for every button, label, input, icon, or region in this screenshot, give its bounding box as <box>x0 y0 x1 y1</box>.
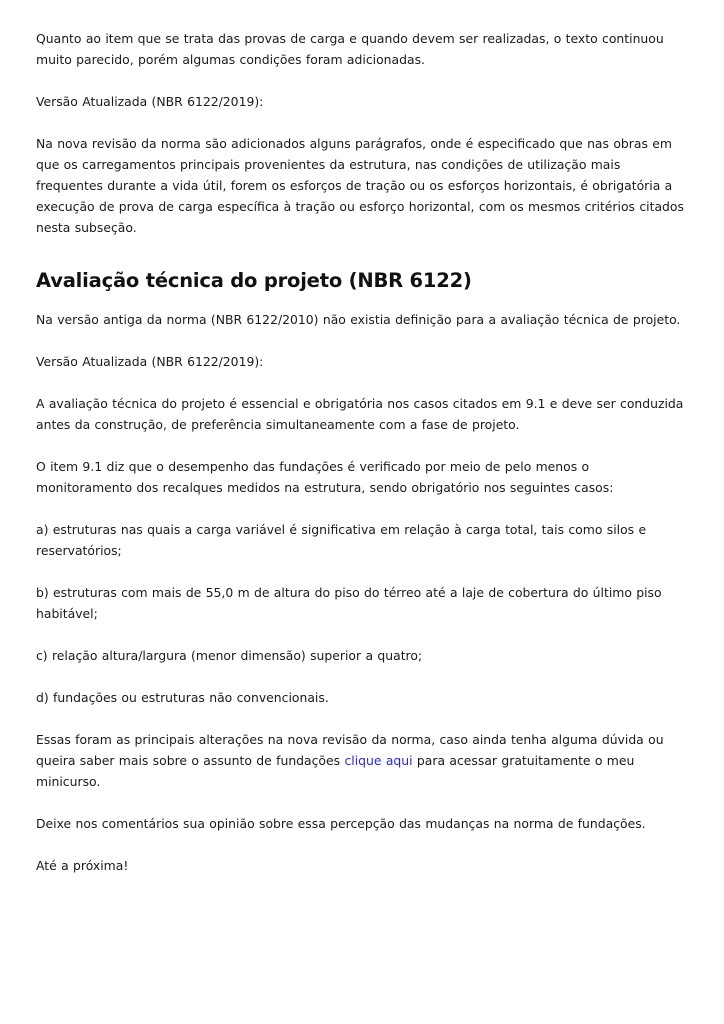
paragraph-old-version: Na versão antiga da norma (NBR 6122/2010) não existia definição para a avaliação técnica de projeto. <box>36 312 681 327</box>
closing-text-before-link: Essas foram as principais alterações na nova revisão da norma, caso ainda tenha alguma dúvida ou queira saber mais sobre o assunto de fundações <box>36 732 664 768</box>
list-item-b: b) estruturas com mais de 55,0 m de altura do piso do térreo até a laje de cobertura do último piso habitável; <box>36 585 662 621</box>
list-item-d: d) fundações ou estruturas não convencionais. <box>36 690 329 705</box>
list-item-a: a) estruturas nas quais a carga variável é significativa em relação à carga total, tais como silos e reservatórios; <box>36 522 647 558</box>
paragraph-updated-version-label: Versão Atualizada (NBR 6122/2019): <box>36 94 264 109</box>
paragraph-closing-with-link <box>36 729 688 792</box>
paragraph-updated-version-label-2: Versão Atualizada (NBR 6122/2019): <box>36 354 264 369</box>
minicourse-link[interactable]: clique aqui <box>344 753 413 768</box>
section-heading: Avaliação técnica do projeto (NBR 6122) <box>36 269 472 292</box>
article-body <box>36 28 688 876</box>
paragraph-farewell: Até a próxima! <box>36 858 129 873</box>
paragraph-item-9-1: O item 9.1 diz que o desempenho das fundações é verificado por meio de pelo menos o monitoramento dos recalques medidos na estrutura, sendo obrigatório nos seguintes casos: <box>36 459 614 495</box>
paragraph-load-tests-intro: Quanto ao item que se trata das provas de carga e quando devem ser realizadas, o texto continuou muito parecido, porém algumas condições foram adicionadas. <box>36 31 664 67</box>
closing-text-after-link: para acessar gratuitamente o meu minicurso. <box>36 753 635 789</box>
paragraph-load-tests-revision: Na nova revisão da norma são adicionados alguns parágrafos, onde é especificado que nas obras em que os carregamentos principais provenientes da estrutura, nas condições de utilização mais frequentes durante a vida útil, forem os esforços de tração ou os esforços horizontais, é obrigatória a execução de prova de carga específica à tração ou esforço horizontal, com os mesmos critérios citados nesta subseção. <box>36 136 684 235</box>
paragraph-comments-invite: Deixe nos comentários sua opinião sobre essa percepção das mudanças na norma de fundações. <box>36 816 646 831</box>
list-item-c: c) relação altura/largura (menor dimensão) superior a quatro; <box>36 648 423 663</box>
paragraph-technical-evaluation: A avaliação técnica do projeto é essencial e obrigatória nos casos citados em 9.1 e deve ser conduzida antes da construção, de preferência simultaneamente com a fase de projeto. <box>36 396 684 432</box>
